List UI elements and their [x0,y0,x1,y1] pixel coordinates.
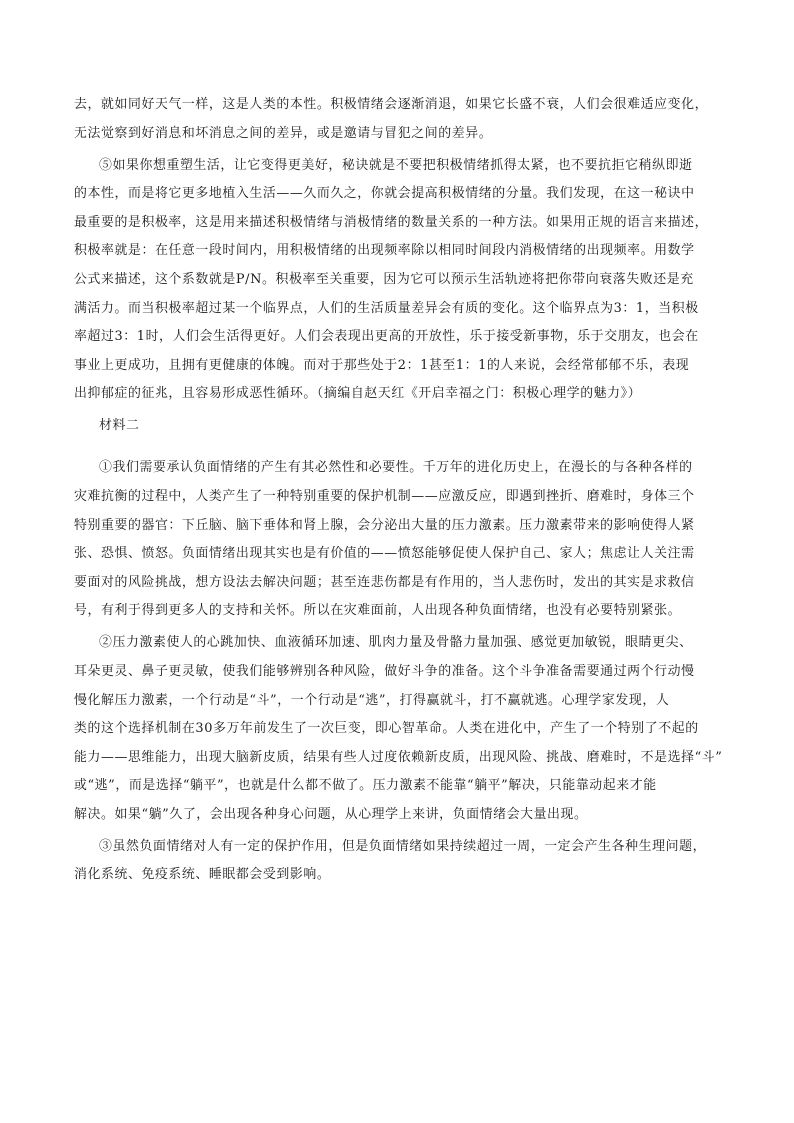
text-line: 事业上更成功，且拥有更健康的体魄。而对于那些处于2：1甚至1：1的人来说，会经常郁郁不乐，表现 [74,357,690,373]
text-line: 率超过3：1时，人们会生活得更好。人们会表现出更高的开放性，乐于接受新事物，乐于交朋友，也会在 [74,329,699,345]
text-line: 耳朵更灵、鼻子更灵敏，使我们能够辨别各种风险，做好斗争的准备。这个斗争准备需要通过两个行动慢 [74,663,695,679]
text-line: 解决。如果“躺”久了，会出现各种身心问题，从心理学上来讲，负面情绪会大量出现。 [74,806,588,822]
paragraph-3-material-two [74,838,734,885]
text-line: 灾难抗衡的过程中，人类产生了一种特别重要的保护机制——应激反应，即遇到挫折、磨难时，身体三个 [74,488,695,504]
paragraph-2-material-two [74,634,734,824]
text-line: 特别重要的器官：下丘脑、脑下垂体和肾上腺，会分泌出大量的压力激素。压力激素带来的影响使得人紧 [74,517,695,533]
document-page [74,96,734,898]
text-line: ⑤如果你想重塑生活，让它变得更美好，秘诀就是不要把积极情绪抓得太紧，也不要抗拒它稍纵即逝 [99,157,693,173]
text-line: 无法觉察到好消息和坏消息之间的差异，或是邀请与冒犯之间的差异。 [74,125,493,141]
text-line: ③虽然负面情绪对人有一定的保护作用，但是负面情绪如果持续超过一周，一定会产生各种生理问题， [99,838,707,854]
text-line: ②压力激素使人的心跳加快、血液循环加速、肌肉力量及骨骼力量加强、感觉更加敏锐，眼睛更尖、 [99,635,693,651]
text-line: 积极率就是：在任意一段时间内，用积极情绪的出现频率除以相同时间段内消极情绪的出现频率。用数学 [74,243,695,259]
text-line: 张、恐惧、愤怒。负面情绪出现其实也是有价值的——愤怒能够促使人保护自己、家人；焦虑让人关注需 [74,546,695,562]
text-line: 满活力。而当积极率超过某一个临界点，人们的生活质量差异会有质的变化。这个临界点为3：1，当积极 [74,300,699,316]
text-line: 能力——思维能力，出现大脑新皮质，结果有些人过度依赖新皮质，出现风险、挑战、磨难时，不是选择“斗” [74,749,723,765]
text-line: 去，就如同好天气一样，这是人类的本性。积极情绪会逐渐消退，如果它长盛不衰，人们会很难适应变化， [74,97,709,112]
text-line: 消化系统、免疫系统、睡眠都会受到影响。 [74,867,331,883]
text-line: 公式来描述，这个系数就是P/N。积极率至关重要，因为它可以预示生活轨迹将把你带向衰落失败还是充 [74,271,694,287]
paragraph-1-material-two [74,459,734,620]
text-line: 号，有利于得到更多人的支持和关怀。所以在灾难面前，人出现各种负面情绪，也没有必要特别紧张。 [74,603,682,619]
text-line: 最重要的是积极率，这是用来描述积极情绪与消极情绪的数量关系的一种方法。如果用正规的语言来描述， [74,214,709,230]
paragraph-1 [74,96,734,143]
text-line: 出抑郁症的征兆，且容易形成恶性循环。（摘编自赵天红《开启幸福之门：积极心理学的魅力》） [74,386,642,402]
text-line: 要面对的风险挑战，想方设法去解决问题；甚至连悲伤都是有作用的，当人悲伤时，发出的其实是求救信 [74,574,695,590]
text-line: 慢化解压力激素，一个行动是“斗”，一个行动是“逃”，打得赢就斗，打不赢就逃。心理学家发现，人 [74,692,670,708]
paragraph-5-material-one [74,157,734,404]
text-line: ①我们需要承认负面情绪的产生有其必然性和必要性。千万年的进化历史上，在漫长的与各种各样的 [99,460,693,476]
text-line: 的本性，而是将它更多地植入生活——久而久之，你就会提高积极情绪的分量。我们发现，在这一秘诀中 [74,186,695,202]
text-line: 类的这个选择机制在30多万年前发生了一次巨变，即心智革命。人类在进化中，产生了一个特别了不起的 [74,721,699,737]
section-heading: 材料二 [99,418,140,434]
text-line: 或“逃”，而是选择“躺平”，也就是什么都不做了。压力激素不能靠“躺平”解决，只能靠动起来才能 [74,778,657,794]
